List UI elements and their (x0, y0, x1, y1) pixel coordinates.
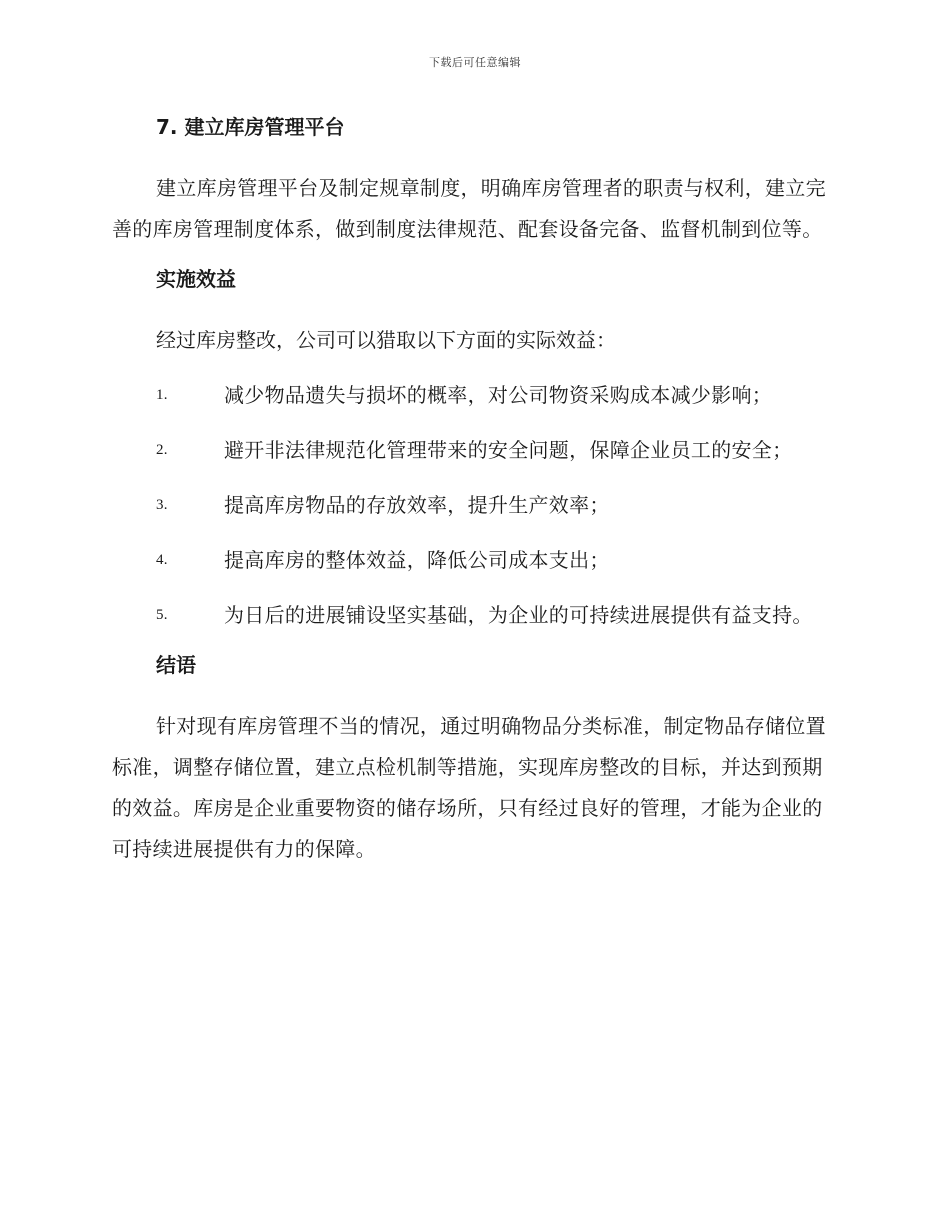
page-header-note: 下载后可任意编辑 (429, 56, 521, 69)
section-7-heading: 7. 建立库房管理平台 (156, 115, 345, 139)
benefit-text: 避开非法律规范化管理带来的安全问题，保障企业员工的安全； (224, 438, 793, 462)
benefit-item-1 (112, 375, 832, 416)
benefit-text: 减少物品遗失与损坏的概率，对公司物资采购成本减少影响； (224, 383, 773, 407)
benefit-number: 5. (156, 607, 168, 623)
benefit-number: 4. (156, 552, 168, 568)
benefit-text: 提高库房物品的存放效率，提升生产效率； (224, 493, 610, 517)
benefit-item-4 (112, 540, 832, 581)
benefits-heading: 实施效益 (156, 267, 236, 291)
benefit-text: 提高库房的整体效益，降低公司成本支出； (224, 548, 610, 572)
conclusion-heading: 结语 (156, 653, 196, 677)
document-body (112, 112, 832, 884)
benefit-text: 为日后的进展铺设坚实基础，为企业的可持续进展提供有益支持。 (224, 603, 813, 627)
benefit-item-2 (112, 430, 832, 471)
section-7-paragraph: 建立库房管理平台及制定规章制度，明确库房管理者的职责与权利，建立完善的库房管理制度体系，做到制度法律规范、配套设备完备、监督机制到位等。 (112, 176, 826, 241)
benefit-number: 1. (156, 387, 168, 403)
benefits-intro: 经过库房整改，公司可以猎取以下方面的实际效益： (156, 328, 616, 352)
benefit-item-3 (112, 485, 832, 526)
benefit-number: 3. (156, 497, 168, 513)
conclusion-paragraph: 针对现有库房管理不当的情况，通过明确物品分类标准，制定物品存储位置标准，调整存储位置，建立点检机制等措施，实现库房整改的目标，并达到预期的效益。库房是企业重要物资的储存场所，只有经过良好的管理，才能为企业的可持续进展提供有力的保障。 (112, 714, 826, 861)
benefit-number: 2. (156, 442, 168, 458)
benefit-item-5 (112, 595, 832, 636)
